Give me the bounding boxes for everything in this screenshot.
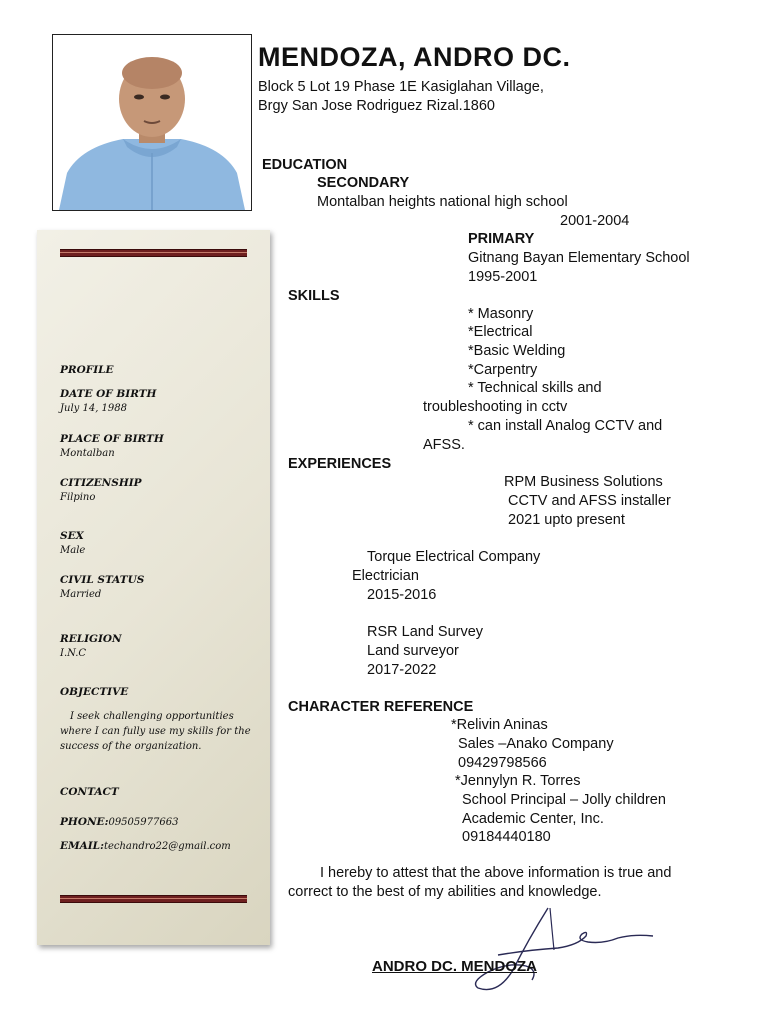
dob-value: July 14, 1988 bbox=[60, 403, 128, 414]
ref2-organization: Academic Center, Inc. bbox=[462, 811, 604, 827]
job2-years: 2015-2016 bbox=[367, 587, 437, 603]
address-line-2: Brgy San Jose Rodriguez Rizal.1860 bbox=[258, 98, 495, 114]
reference-heading: CHARACTER REFERENCE bbox=[288, 699, 474, 715]
profile-sidebar bbox=[37, 230, 270, 945]
education-heading: EDUCATION bbox=[262, 157, 348, 173]
contact-label: CONTACT bbox=[60, 786, 119, 798]
job1-company: RPM Business Solutions bbox=[504, 474, 663, 490]
job1-role: CCTV and AFSS installer bbox=[508, 493, 671, 509]
secondary-school: Montalban heights national high school bbox=[317, 194, 568, 210]
ref2-name: *Jennylyn R. Torres bbox=[455, 773, 581, 789]
job2-company: Torque Electrical Company bbox=[367, 549, 541, 565]
secondary-label: SECONDARY bbox=[317, 175, 410, 191]
address-line-1: Block 5 Lot 19 Phase 1E Kasiglahan Village, bbox=[258, 79, 544, 95]
sex-label: SEX bbox=[60, 530, 84, 542]
skill-item: * Technical skills and bbox=[468, 380, 602, 396]
primary-years: 1995-2001 bbox=[468, 269, 538, 285]
primary-label: PRIMARY bbox=[468, 231, 535, 247]
person-portrait-image bbox=[53, 35, 251, 210]
sex-value: Male bbox=[60, 545, 86, 556]
attest-line-2: correct to the best of my abilities and knowledge. bbox=[288, 884, 602, 900]
skills-heading: SKILLS bbox=[288, 288, 340, 304]
skill-item: *Electrical bbox=[468, 324, 533, 340]
attest-line-1: I hereby to attest that the above information is true and bbox=[320, 865, 672, 881]
pob-label: PLACE OF BIRTH bbox=[60, 433, 164, 445]
ref1-name: *Relivin Aninas bbox=[451, 717, 548, 733]
religion-label: RELIGION bbox=[60, 633, 122, 645]
secondary-years: 2001-2004 bbox=[560, 213, 630, 229]
ref1-phone: 09429798566 bbox=[458, 755, 547, 771]
religion-value: I.N.C bbox=[60, 648, 87, 659]
skill-item: *Carpentry bbox=[468, 362, 538, 378]
civil-status-label: CIVIL STATUS bbox=[60, 574, 145, 586]
dob-label: DATE OF BIRTH bbox=[60, 388, 157, 400]
experiences-heading: EXPERIENCES bbox=[288, 456, 392, 472]
job3-years: 2017-2022 bbox=[367, 662, 437, 678]
skill-item: * Masonry bbox=[468, 306, 534, 322]
job3-role: Land surveyor bbox=[367, 643, 459, 659]
skill-item: AFSS. bbox=[423, 437, 465, 453]
phone-row bbox=[60, 810, 178, 829]
ref1-company: Sales –Anako Company bbox=[458, 736, 614, 752]
email-label: EMAIL: bbox=[60, 840, 104, 852]
pob-value: Montalban bbox=[60, 448, 115, 459]
sidebar-bottom-divider bbox=[60, 895, 247, 903]
objective-text: I seek challenging opportunities where I can fully use my skills for the success of the organization. bbox=[60, 711, 251, 752]
signature-image bbox=[468, 900, 668, 1000]
resume-name: MENDOZA, ANDRO DC. bbox=[258, 42, 571, 72]
ref2-title: School Principal – Jolly children bbox=[462, 792, 666, 808]
skill-item: troubleshooting in cctv bbox=[423, 399, 568, 415]
job2-role: Electrician bbox=[352, 568, 419, 584]
sidebar-top-divider bbox=[60, 249, 247, 257]
profile-heading: PROFILE bbox=[60, 364, 114, 376]
primary-school: Gitnang Bayan Elementary School bbox=[468, 250, 690, 266]
signature-name: ANDRO DC. MENDOZA bbox=[372, 958, 537, 975]
objective-label: OBJECTIVE bbox=[60, 686, 129, 698]
email-value: techandro22@gmail.com bbox=[103, 841, 231, 852]
job1-years: 2021 upto present bbox=[508, 512, 625, 528]
skill-item: * can install Analog CCTV and bbox=[468, 418, 663, 434]
ref2-phone: 09184440180 bbox=[462, 829, 551, 845]
profile-photo bbox=[52, 34, 252, 211]
email-row bbox=[60, 834, 231, 853]
civil-status-value: Married bbox=[60, 589, 102, 600]
job3-company: RSR Land Survey bbox=[367, 624, 484, 640]
phone-label: PHONE: bbox=[60, 816, 109, 828]
phone-value: 09505977663 bbox=[108, 817, 179, 828]
citizenship-value: Filpino bbox=[60, 492, 96, 503]
skill-item: *Basic Welding bbox=[468, 343, 566, 359]
citizenship-label: CITIZENSHIP bbox=[60, 477, 142, 489]
